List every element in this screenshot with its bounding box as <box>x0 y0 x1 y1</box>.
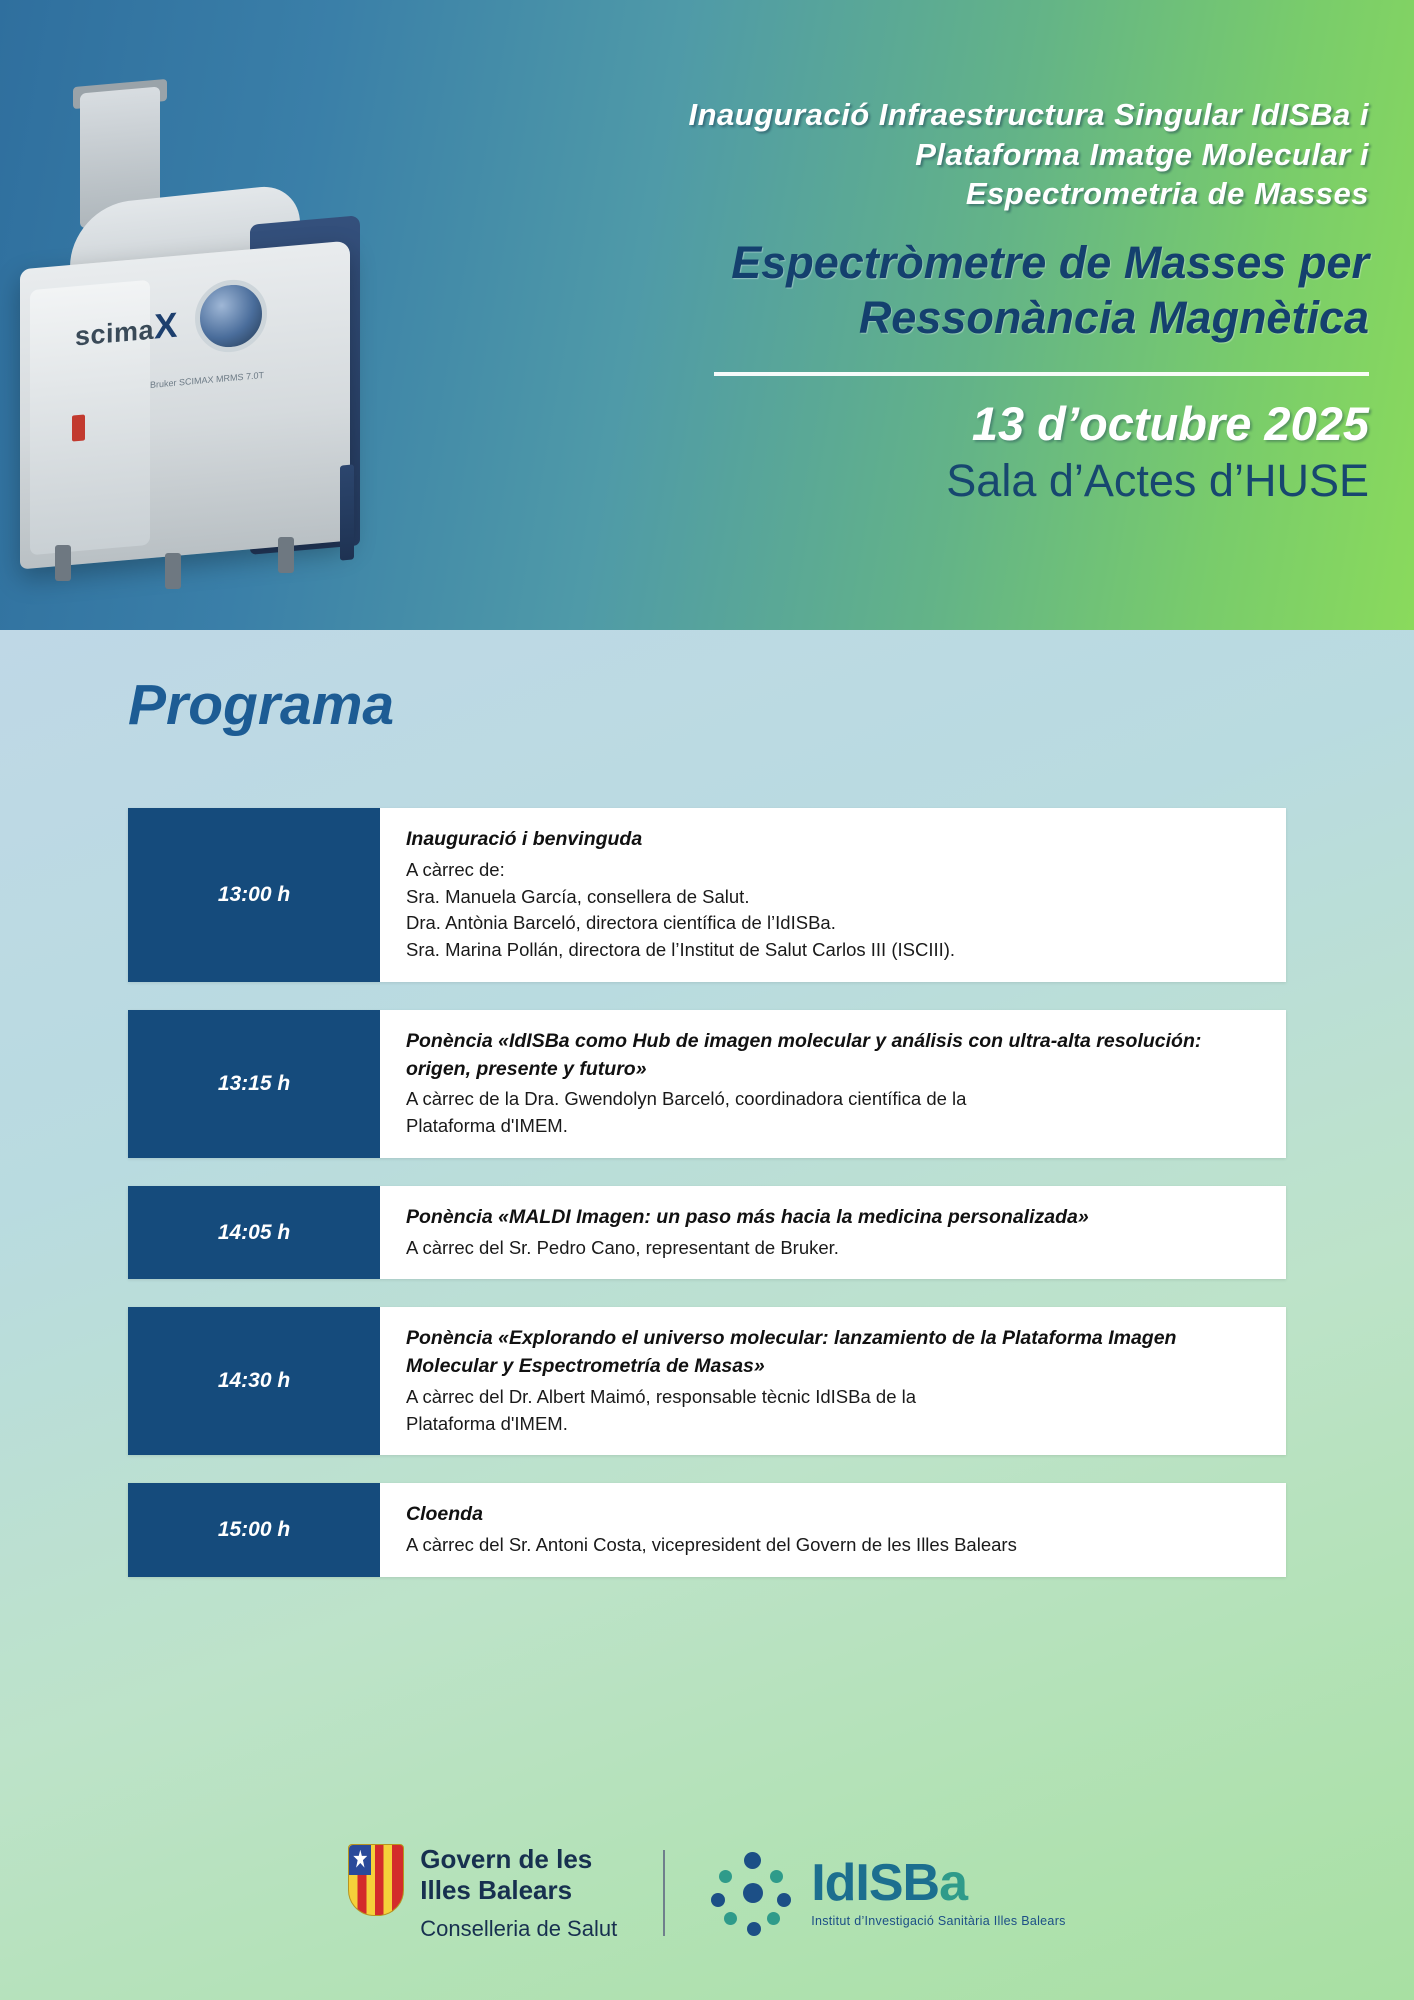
schedule-item-line: A càrrec de: <box>406 858 505 880</box>
schedule-item-line: Plataforma d'IMEM. <box>406 1115 568 1137</box>
schedule-item-title: Inauguració i benvinguda <box>406 828 643 850</box>
page-title: Programa <box>128 673 395 737</box>
schedule-row <box>128 1186 1286 1280</box>
event-title-line: Ressonància Magnètica <box>858 291 1369 343</box>
schedule-item-line: Sra. Marina Pollán, directora de l’Institut de Salut Carlos III (ISCIII). <box>406 939 956 961</box>
event-eyebrow-line: Espectrometria de Masses <box>965 176 1369 212</box>
schedule-description <box>380 1483 1286 1577</box>
govern-name-line2: Illes Balears <box>420 1874 573 1905</box>
footer-logos <box>0 1844 1414 1942</box>
govern-illes-balears-logo <box>348 1844 617 1942</box>
idisba-logo <box>711 1850 1066 1936</box>
balearic-shield-icon <box>348 1844 404 1916</box>
schedule-item-title: Ponència «IdISBa como Hub de imagen molecular y análisis con ultra-alta resolución: origen, presente y futuro» <box>406 1029 1202 1080</box>
govern-name-line1: Govern de les <box>420 1843 593 1874</box>
idisba-wordmark-part2: a <box>939 1854 968 1913</box>
schedule-item-line: A càrrec del Sr. Antoni Costa, vicepresident del Govern de les Illes Balears <box>406 1534 1017 1556</box>
schedule-item-title: Ponència «MALDI Imagen: un paso más hacia la medicina personalizada» <box>406 1205 1089 1228</box>
idisba-tagline: Institut d’Investigació Sanitària Illes Balears <box>811 1914 1066 1929</box>
schedule-item-line: Dra. Antònia Barceló, directora científica de l’IdISBa. <box>406 912 836 934</box>
program-schedule <box>128 808 1286 1605</box>
govern-text-block <box>420 1844 617 1942</box>
schedule-row <box>128 1307 1286 1455</box>
schedule-description <box>380 1010 1286 1158</box>
schedule-description <box>380 808 1286 982</box>
device-foot <box>278 537 294 573</box>
device-vent <box>340 464 354 560</box>
device-foot <box>165 553 181 589</box>
device-brand-text: scima <box>75 314 155 352</box>
schedule-time: 14:30 h <box>128 1307 380 1455</box>
schedule-row <box>128 1010 1286 1158</box>
schedule-time: 14:05 h <box>128 1186 380 1280</box>
event-venue: Sala d’Actes d’HUSE <box>946 455 1369 507</box>
event-title-line: Espectròmetre de Masses per <box>731 237 1369 289</box>
event-date: 13 d’octubre 2025 <box>971 396 1369 450</box>
schedule-row <box>128 808 1286 982</box>
footer-divider <box>663 1850 665 1936</box>
schedule-row <box>128 1483 1286 1577</box>
schedule-time: 13:15 h <box>128 1010 380 1158</box>
device-model-label: Bruker SCIMAX MRMS 7.0T <box>150 370 265 390</box>
schedule-description <box>380 1186 1286 1280</box>
schedule-item-line: Sra. Manuela García, consellera de Salut. <box>406 885 750 907</box>
device-foot <box>55 545 71 581</box>
schedule-item-line: A càrrec del Dr. Albert Maimó, responsable tècnic IdISBa de la <box>406 1385 917 1407</box>
event-eyebrow-line: Inauguració Infraestructura Singular IdISBa i <box>688 97 1369 132</box>
schedule-time: 15:00 h <box>128 1483 380 1577</box>
idisba-dots-icon <box>711 1850 797 1936</box>
govern-department: Conselleria de Salut <box>420 1916 618 1941</box>
schedule-item-line: A càrrec de la Dra. Gwendolyn Barceló, coordinadora científica de la <box>406 1088 967 1110</box>
schedule-item-title: Ponència «Explorando el universo molecular: lanzamiento de la Plataforma Imagen Molecular y Espectrometría de Masas» <box>406 1327 1177 1378</box>
poster-header <box>0 0 1414 630</box>
schedule-item-title: Cloenda <box>406 1503 483 1526</box>
schedule-time: 13:00 h <box>128 808 380 982</box>
schedule-description <box>380 1307 1286 1455</box>
idisba-wordmark-part1: IdISB <box>811 1854 940 1913</box>
schedule-item-line: A càrrec del Sr. Pedro Cano, representant de Bruker. <box>406 1236 839 1258</box>
event-eyebrow <box>539 95 1369 214</box>
header-text-block <box>539 95 1369 507</box>
device-brand-x: X <box>154 305 178 347</box>
idisba-text-block <box>811 1854 1066 1929</box>
mass-spectrometer-photo <box>10 75 490 595</box>
device-indicator-light <box>72 414 85 441</box>
idisba-wordmark <box>811 1854 1066 1913</box>
event-title <box>539 236 1369 346</box>
schedule-item-line: Plataforma d'IMEM. <box>406 1412 568 1434</box>
event-eyebrow-line: Plataforma Imatge Molecular i <box>915 136 1369 172</box>
header-divider <box>714 372 1369 376</box>
